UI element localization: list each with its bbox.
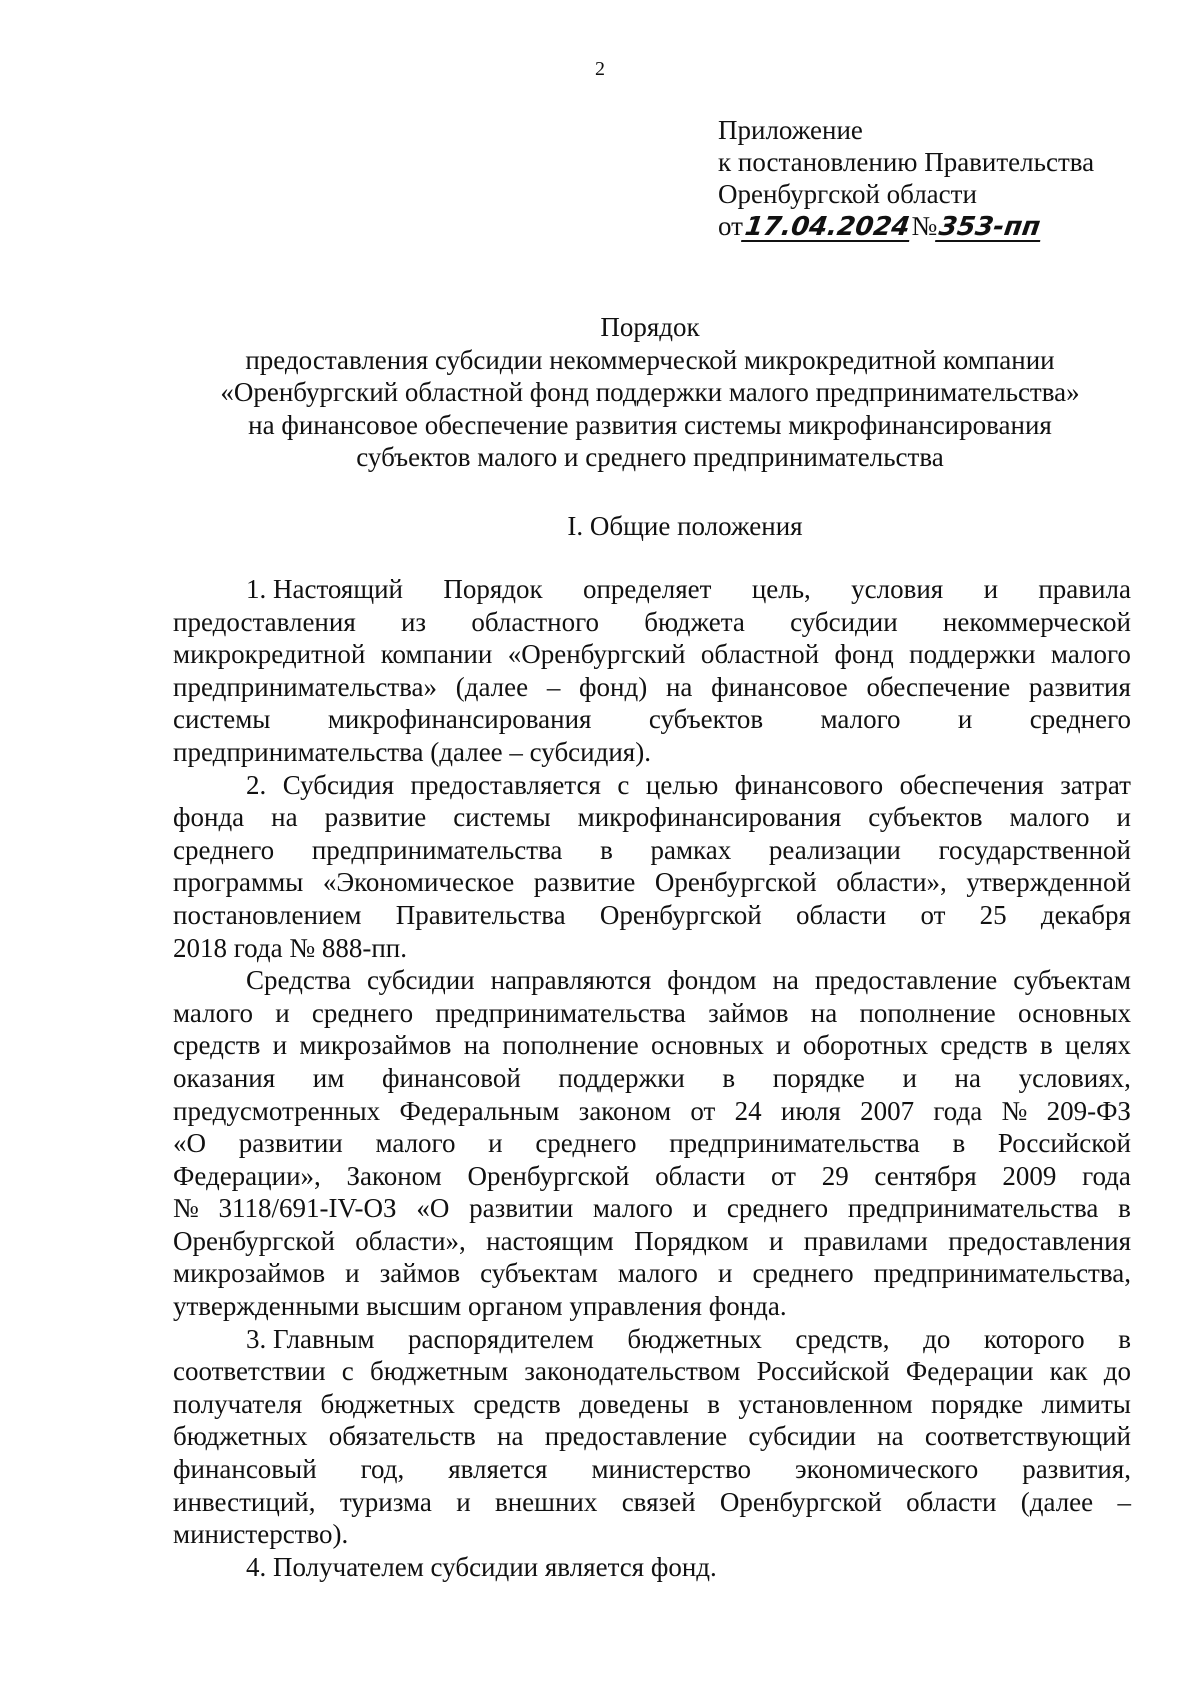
word: как [1049, 1356, 1088, 1387]
word: Порядок [443, 574, 543, 604]
word: субъектам [1013, 965, 1131, 996]
word: области [906, 1486, 997, 1517]
word: обязательств [328, 1421, 476, 1452]
word: субъектов [648, 704, 764, 735]
word: развития [1028, 671, 1131, 702]
body-text [173, 573, 1131, 1583]
word: от [920, 899, 946, 930]
line-text: 2018 года № 888-пп. [173, 932, 407, 963]
word: год, [360, 1454, 405, 1485]
word: Федеральным [399, 1095, 560, 1126]
word: пополнение [859, 997, 996, 1028]
word: системы [173, 704, 271, 735]
word: обеспечение [866, 671, 1011, 702]
word: № [1001, 1095, 1028, 1126]
word: некоммерческой [942, 606, 1131, 637]
word: на [497, 1421, 524, 1452]
word: до [1103, 1356, 1131, 1387]
word: компании [380, 639, 493, 670]
handwritten-number: 353-пп [937, 212, 1043, 242]
word: предоставляется [410, 769, 601, 800]
word: связей [621, 1486, 696, 1517]
word: которого [983, 1323, 1085, 1354]
word: с [617, 769, 630, 800]
word: фонда [173, 802, 245, 833]
word: области», [836, 867, 947, 898]
text-line [173, 1127, 1131, 1160]
word: и [488, 1128, 503, 1159]
word: финансовый [173, 1454, 317, 1485]
word: микрофинансирования [327, 704, 592, 735]
word: микрозаймов [173, 1258, 326, 1289]
word: развитии [238, 1128, 343, 1159]
line-text: 4. Получателем субсидии является фонд. [246, 1551, 717, 1582]
text-line [173, 1323, 1131, 1356]
word: развитие [324, 802, 427, 833]
word: и [768, 1225, 784, 1256]
appendix-line-1: Приложение [718, 115, 863, 145]
word: им [312, 1062, 345, 1093]
text-line [173, 769, 1131, 802]
word: Законом [346, 1160, 442, 1191]
text-line [173, 834, 1131, 867]
line-text: министерство). [173, 1519, 349, 1550]
word: «Оренбургский [507, 639, 686, 670]
word: займов [379, 1258, 461, 1289]
word: на [463, 1030, 491, 1061]
word: соответствующий [924, 1421, 1131, 1452]
text-line [173, 1518, 1131, 1551]
number-prefix: № [911, 211, 938, 241]
word: законом [578, 1095, 672, 1126]
appendix-line-2: к постановлению Правительства [718, 147, 1095, 177]
word: и [957, 704, 973, 735]
word: финансового [734, 769, 884, 800]
word: цель, [751, 574, 811, 604]
word: от [690, 1095, 716, 1126]
word: экономического [795, 1454, 979, 1485]
word: субъектам [480, 1258, 598, 1289]
word: 2007 [860, 1095, 915, 1126]
text-line [173, 1192, 1131, 1225]
word: на [772, 965, 799, 996]
word: основных [1018, 997, 1131, 1028]
section-heading: I. Общие положения [567, 511, 803, 541]
word: субъектов [868, 802, 983, 833]
word: Оренбургской [719, 1486, 882, 1517]
word: финансовое [711, 671, 848, 702]
text-line [173, 1029, 1131, 1062]
text-line [173, 1257, 1131, 1290]
word: микрозаймов [299, 1030, 452, 1061]
word: «Экономическое [322, 867, 515, 898]
word: (далее [1020, 1486, 1094, 1517]
document-title [170, 311, 1130, 474]
text-line [173, 1388, 1131, 1421]
text-line [173, 1453, 1131, 1486]
word: системы [453, 802, 551, 833]
word: и [717, 1258, 733, 1289]
title-line-3: «Оренбургский областной фонд поддержки малого предпринимательства» [220, 377, 1080, 407]
word: предоставление [544, 1421, 728, 1452]
word: Федерации [905, 1356, 1034, 1387]
word: от [771, 1160, 796, 1191]
word: Порядком [634, 1225, 749, 1256]
word: малого [173, 997, 253, 1028]
word: утвержденной [966, 867, 1131, 898]
word: установленном [738, 1388, 913, 1419]
word: 2. [246, 769, 267, 800]
word: областной [700, 639, 820, 670]
page-number: 2 [595, 58, 605, 80]
word: микрокредитной [173, 639, 366, 670]
text-line [173, 573, 1131, 606]
title-line-5: субъектов малого и среднего предпринимательства [356, 442, 944, 472]
word: и [983, 574, 999, 604]
text-line [173, 736, 1131, 769]
word: поддержки [558, 1062, 685, 1093]
text-line [173, 1355, 1131, 1388]
word: Субсидия [282, 769, 395, 800]
word: на [954, 1062, 981, 1093]
word: в [1118, 1323, 1131, 1354]
text-line [173, 703, 1131, 736]
word: бюджетных [627, 1323, 762, 1354]
line-text: предпринимательства (далее – субсидия). [173, 736, 651, 767]
word: средств [473, 1388, 561, 1419]
word: условия [851, 574, 944, 604]
word: 25 [979, 899, 1007, 930]
word: правилами [803, 1225, 928, 1256]
word: на [810, 997, 838, 1028]
word: Оренбургской [173, 1225, 335, 1256]
word: на [665, 671, 693, 702]
word: сентября [874, 1160, 977, 1191]
word: среднего [311, 997, 414, 1028]
text-line [173, 1062, 1131, 1095]
word: соответствии [173, 1356, 326, 1387]
word: предусмотренных [173, 1095, 381, 1126]
word: правила [1038, 574, 1131, 604]
word: области [655, 1160, 746, 1191]
word: (далее [455, 671, 529, 702]
word: и [692, 1193, 708, 1224]
word: области [795, 899, 887, 930]
word: условиях, [1018, 1062, 1131, 1093]
word: обеспечения [899, 769, 1044, 800]
text-line [173, 638, 1131, 671]
word: министерство [591, 1454, 752, 1485]
word: в [600, 834, 613, 865]
word: туризма [339, 1486, 432, 1517]
word: лимиты [1041, 1388, 1131, 1419]
word: малого [617, 1258, 698, 1289]
word: года [933, 1095, 983, 1126]
word: займов [708, 997, 789, 1028]
word: и [1116, 802, 1131, 833]
date-prefix: от [718, 211, 743, 241]
word: доведены [579, 1388, 689, 1419]
word: субсидии [748, 1421, 856, 1452]
word: предоставление [814, 965, 998, 996]
word: порядке [931, 1388, 1024, 1419]
text-line [173, 606, 1131, 639]
word: среднего [535, 1128, 637, 1159]
word: Оренбургской [654, 867, 817, 898]
word: предпринимательства [311, 834, 563, 865]
title-line-1: Порядок [600, 312, 700, 342]
word: микрофинансирования [577, 802, 842, 833]
word: в [722, 1062, 736, 1093]
title-line-2: предоставления субсидии некоммерческой микрокредитной компании [245, 344, 1055, 375]
word: развитие [533, 867, 636, 898]
word: и [345, 1258, 360, 1289]
word: Федерации», [173, 1160, 321, 1191]
word: Средства [246, 965, 352, 996]
word: «О [416, 1193, 450, 1224]
word: Оренбургской [467, 1160, 630, 1191]
word: 29 [821, 1160, 849, 1191]
word: законодательством [524, 1356, 741, 1387]
word: оказания [173, 1062, 276, 1093]
word: финансовой [381, 1062, 521, 1093]
word: направляются [490, 965, 652, 996]
word: средств, [795, 1323, 890, 1354]
word: в [1118, 1193, 1131, 1224]
text-line [173, 801, 1131, 834]
word: инвестиций, [173, 1486, 316, 1517]
word: фондом [667, 965, 757, 996]
text-line [173, 964, 1131, 997]
word: среднего [173, 834, 275, 865]
handwritten-date: 17.04.2024 [742, 212, 912, 242]
text-line [173, 1225, 1131, 1258]
word: получателя [173, 1388, 303, 1419]
word: области», [355, 1225, 466, 1256]
word: Правительства [395, 899, 566, 930]
word: средств [940, 1030, 1028, 1061]
word: предоставления [173, 606, 356, 637]
word: является [448, 1454, 548, 1485]
appendix-block [718, 114, 1188, 242]
word: года [1082, 1160, 1131, 1191]
word: субсидии [790, 606, 898, 637]
word: областного [471, 606, 599, 637]
word: предпринимательства [669, 1128, 920, 1159]
word: среднего [726, 1193, 829, 1224]
word: № [173, 1193, 199, 1224]
word: оборотных [802, 1030, 929, 1061]
word: развитии [469, 1193, 574, 1224]
word: бюджетных [173, 1421, 308, 1452]
word: рамках [650, 834, 732, 865]
word: и [456, 1486, 471, 1517]
word: бюджетным [370, 1356, 509, 1387]
word: в [707, 1388, 720, 1419]
word: среднего [752, 1258, 854, 1289]
text-line [173, 932, 1131, 965]
appendix-line-3: Оренбургской области [718, 179, 977, 209]
text-line [173, 1160, 1131, 1193]
word: определяет [582, 574, 712, 604]
word: и [272, 1030, 288, 1061]
text-line [173, 1486, 1131, 1519]
word: предоставления [948, 1225, 1131, 1256]
word: программы [173, 867, 304, 898]
word: из [400, 606, 427, 637]
appendix-date-line [718, 210, 1188, 242]
word: субсидии [367, 965, 475, 996]
word: постановлением [173, 899, 362, 930]
word: фонд [834, 639, 894, 670]
word: бюджета [644, 606, 745, 637]
word: 3118/691-IV-ОЗ [218, 1193, 397, 1224]
line-text: утвержденными высшим органом управления фонда. [173, 1291, 787, 1322]
word: малого [1009, 802, 1090, 833]
word: Оренбургской [599, 899, 762, 930]
word: пополнение [502, 1030, 639, 1061]
word: распорядителем [408, 1323, 594, 1354]
word: 24 [734, 1095, 762, 1126]
word: настоящим [486, 1225, 614, 1256]
word: реализации [768, 834, 901, 865]
text-line [173, 1095, 1131, 1128]
word: предпринимательства [435, 997, 686, 1028]
word: поддержки [909, 639, 1036, 670]
word: государственной [938, 834, 1131, 865]
word: Российской [756, 1356, 890, 1387]
word: до [923, 1323, 951, 1354]
word: 209-ФЗ [1046, 1095, 1131, 1126]
word: в [1040, 1030, 1053, 1061]
word: внешних [494, 1486, 598, 1517]
word: бюджетных [320, 1388, 455, 1419]
word: фонд) [579, 671, 648, 702]
word: затрат [1060, 769, 1131, 800]
word: и [776, 1030, 791, 1061]
word: предпринимательства [847, 1193, 1099, 1224]
word: малого [1050, 639, 1131, 670]
word: целью [645, 769, 719, 800]
word: малого [820, 704, 901, 735]
word: развития, [1022, 1454, 1131, 1485]
title-line-4: на финансовое обеспечение развития системы микрофинансирования [248, 409, 1052, 440]
word: среднего [1029, 704, 1131, 735]
text-line [173, 1551, 1131, 1584]
text-line [173, 1420, 1131, 1453]
word: 1. Настоящий [246, 574, 404, 604]
word: декабря [1040, 899, 1131, 930]
word: средств [173, 1030, 261, 1061]
word: на [877, 1421, 904, 1452]
word: в [952, 1128, 966, 1159]
word: Российской [997, 1128, 1131, 1159]
word: 3. Главным [246, 1323, 375, 1354]
word: малого [592, 1193, 673, 1224]
text-line [173, 899, 1131, 932]
text-line [173, 1290, 1131, 1323]
word: и [902, 1062, 917, 1093]
word: на [271, 802, 298, 833]
text-line [173, 866, 1131, 899]
word: предпринимательства» [173, 671, 438, 702]
word: и [275, 997, 290, 1028]
text-line [173, 671, 1131, 704]
text-line [173, 997, 1131, 1030]
word: с [341, 1356, 354, 1387]
word: – [546, 671, 561, 702]
word: «О [173, 1128, 206, 1159]
word: целях [1065, 1030, 1131, 1061]
word: малого [375, 1128, 456, 1159]
word: 2009 [1002, 1160, 1057, 1191]
word: июля [780, 1095, 841, 1126]
word: порядке [772, 1062, 865, 1093]
word: предпринимательства, [873, 1258, 1131, 1289]
word: – [1117, 1486, 1131, 1517]
word: основных [650, 1030, 764, 1061]
